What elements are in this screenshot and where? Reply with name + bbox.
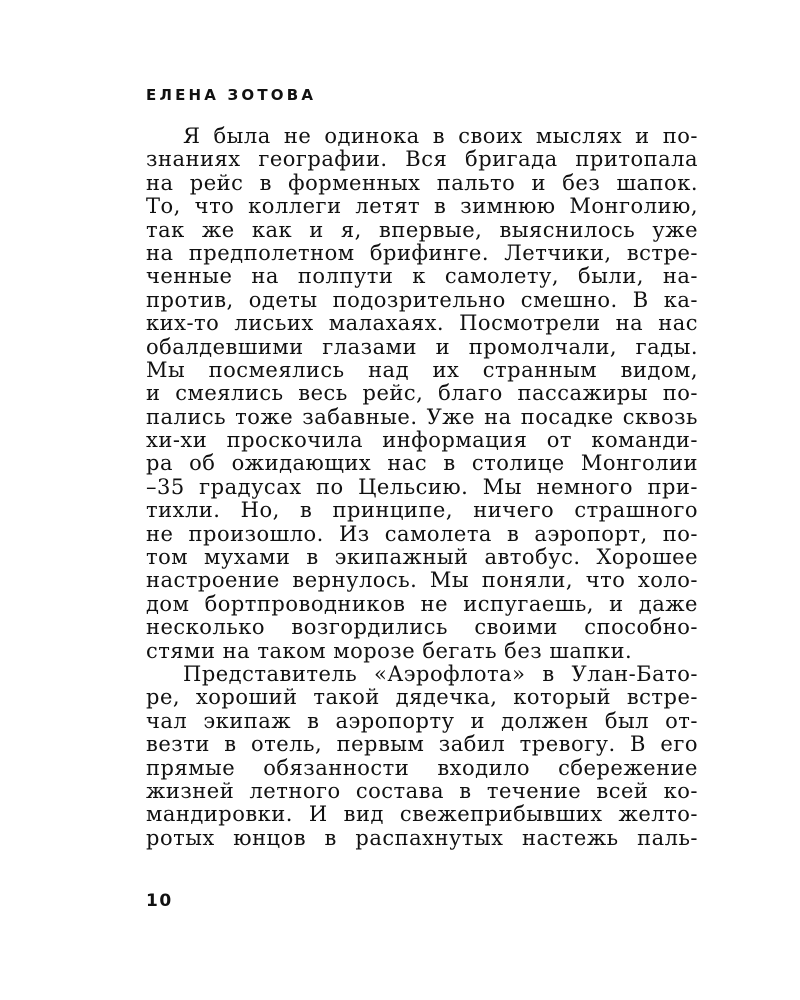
text-line: То, что коллеги летят в зимнюю Монголию, (146, 194, 698, 219)
text-line: тихли. Но, в принципе, ничего страшного (146, 498, 698, 523)
text-line: не произошло. Из самолета в аэропорт, по- (146, 521, 698, 546)
text-line: том мухами в экипажный автобус. Хорошее (146, 545, 698, 570)
text-line: чал экипаж в аэропорту и должен был от- (146, 708, 698, 733)
text-line: настроение вернулось. Мы поняли, что холо- (146, 568, 698, 593)
text-line: дом бортпроводников не испугаешь, и даже (146, 591, 698, 616)
text-line: знаниях географии. Вся бригада притопала (146, 147, 698, 172)
running-head: ЕЛЕНА ЗОТОВА (146, 86, 317, 104)
text-line: ких-то лисьих малахаях. Посмотрели на нас (146, 311, 698, 336)
text-line: Мы посмеялись над их странным видом, (146, 357, 698, 382)
text-line: ре, хороший такой дядечка, который встре- (146, 685, 698, 710)
text-line: и смеялись весь рейс, благо пассажиры по- (146, 381, 698, 406)
text-line: против, одеты подозрительно смешно. В ка- (146, 287, 698, 312)
text-line: обалдевшими глазами и промолчали, гады. (146, 334, 698, 359)
text-line: стями на таком морозе бегать без шапки. (146, 638, 633, 663)
text-line: Я была не одинока в своих мыслях и по- (183, 124, 698, 148)
text-line: везти в отель, первым забил тревогу. В его (146, 732, 698, 757)
text-line: Представитель «Аэрофлота» в Улан-Бато- (183, 661, 698, 686)
text-line: пались тоже забавные. Уже на посадке сквозь (146, 404, 698, 429)
text-line: на рейс в форменных пальто и без шапок. (146, 170, 698, 195)
text-line: –35 градусах по Цельсию. Мы немного при- (146, 474, 698, 499)
text-line: на предполетном брифинге. Летчики, встре- (146, 240, 698, 265)
body-text (146, 125, 698, 850)
text-line: прямые обязанности входило сбережение (146, 755, 698, 780)
text-line: ротых юнцов в распахнутых настежь паль- (146, 825, 698, 850)
text-line: жизней летного состава в течение всей ко- (146, 778, 698, 803)
text-line: несколько возгордились своими способно- (146, 615, 698, 640)
text-line: хи-хи проскочила информация от команди- (146, 428, 698, 453)
text-line: ра об ожидающих нас в столице Монголии (146, 451, 698, 476)
text-line: ченные на полпути к самолету, были, на- (146, 264, 698, 289)
text-line: мандировки. И вид свежеприбывших желто- (146, 802, 698, 827)
page-number: 10 (146, 891, 173, 911)
text-line: так же как и я, впервые, выяснилось уже (146, 217, 698, 242)
